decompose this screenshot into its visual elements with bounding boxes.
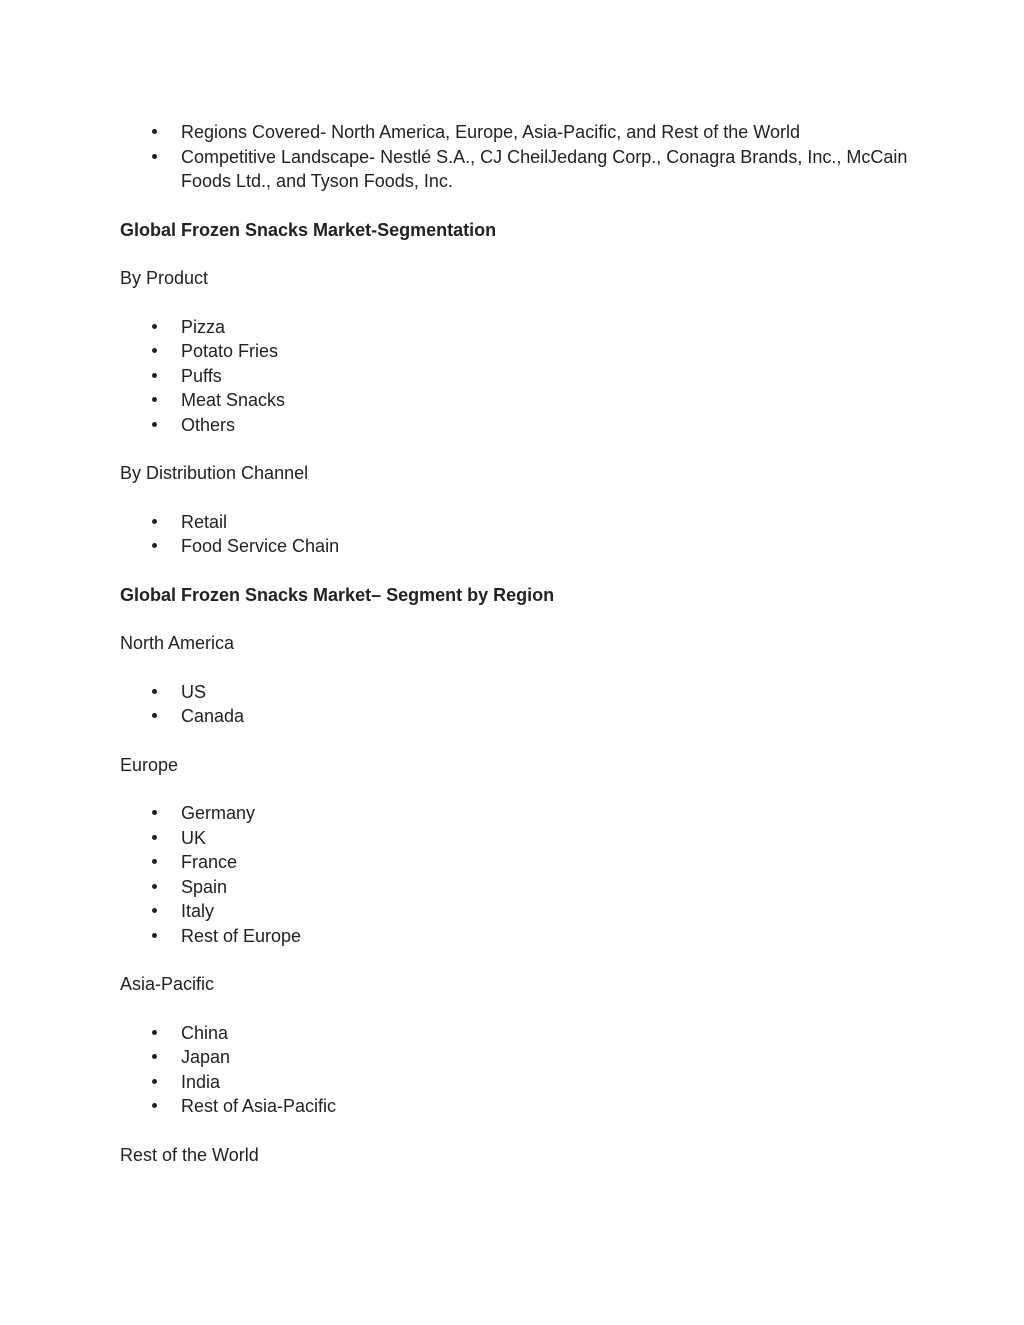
region-heading: Global Frozen Snacks Market– Segment by Region [120,584,555,605]
distribution-list [120,510,910,559]
intro-bullet-list [120,120,910,194]
product-list [120,315,910,438]
list-item: Canada [120,704,910,729]
north-america-list [120,680,910,729]
list-item: Puffs [120,364,910,389]
segmentation-heading: Global Frozen Snacks Market-Segmentation [120,219,497,240]
list-item: Spain [120,875,910,900]
list-item: China [120,1021,910,1046]
list-item: US [120,680,910,705]
list-item: France [120,850,910,875]
list-item: Italy [120,899,910,924]
list-item: UK [120,826,910,851]
list-item: Rest of Europe [120,924,910,949]
asia-pacific-label: Asia-Pacific [120,974,215,994]
asia-pacific-list [120,1021,910,1119]
list-item: India [120,1070,910,1095]
list-item: Meat Snacks [120,388,910,413]
list-item: Competitive Landscape- Nestlé S.A., CJ CheilJedang Corp., Conagra Brands, Inc., McCain Foods Ltd., and Tyson Foods, Inc. [120,145,910,194]
list-item: Germany [120,801,910,826]
europe-label: Europe [120,754,179,775]
list-item: Rest of Asia-Pacific [120,1094,910,1119]
list-item: Food Service Chain [120,534,910,559]
list-item: Pizza [120,315,910,340]
north-america-label: North America [120,633,235,653]
list-item: Regions Covered- North America, Europe, Asia-Pacific, and Rest of the World [120,120,910,145]
list-item: Others [120,413,910,438]
document-content [120,120,910,1167]
rest-of-world-label: Rest of the World [120,1144,259,1165]
list-item: Japan [120,1045,910,1070]
europe-list [120,801,910,948]
list-item: Potato Fries [120,339,910,364]
list-item: Retail [120,510,910,535]
by-distribution-label: By Distribution Channel [120,463,309,483]
by-product-label: By Product [120,268,209,288]
